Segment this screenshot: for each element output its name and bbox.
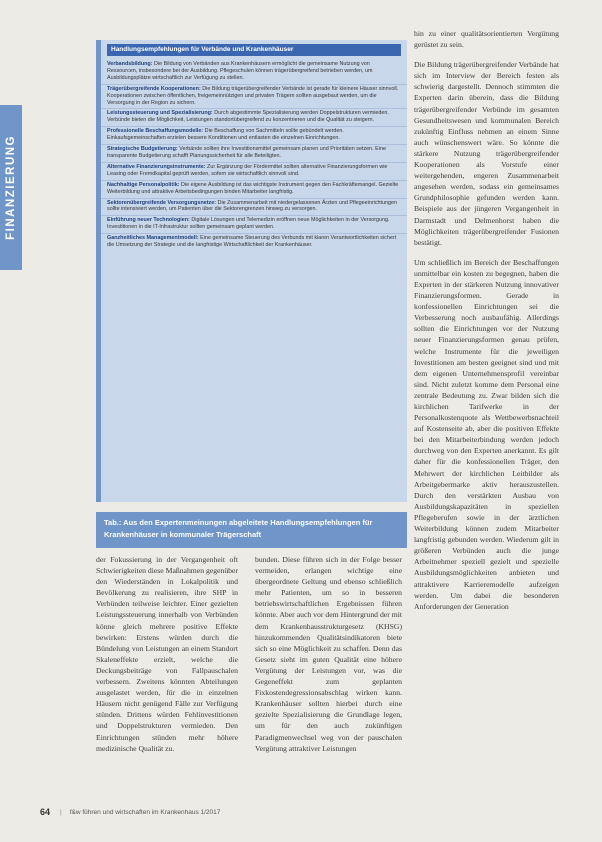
recommendation-label: Verbandsbildung:: [107, 61, 153, 67]
recommendation-item: [101, 233, 407, 251]
recommendation-text: Verbände sollten ihre Investitionsmittel gemeinsam planen und Prioritäten setzen. Eine transparente Budgetierung schafft Planungssicherheit für alle Beteiligten.: [107, 146, 386, 159]
recommendation-label: Trägerübergreifende Kooperationen:: [107, 85, 201, 92]
recommendations-box-title: Handlungsempfehlungen für Verbände und Krankenhäuser: [107, 44, 401, 56]
recommendation-text: Eine gemeinsame Steuerung des Verbunds mit klaren Verantwortlichkeiten sichert die Umsetzung der Strategie und die langfristige Wirtschaftlichkeit der Krankenhäuser.: [107, 235, 397, 249]
recommendation-text: Zur Ergänzung der Fördermittel sollten alternative Finanzierungsformen wie Leasing oder Fremdkapital geprüft werden, sofern sie wirtschaftlich sinnvoll sind.: [107, 163, 388, 177]
page-footer: [40, 806, 560, 818]
section-tab-label: FINANZIERUNG: [5, 135, 17, 240]
page-number: 64: [40, 807, 51, 817]
recommendation-label: Ganzheitliches Managementmodell:: [107, 235, 199, 242]
body-column-middle: [255, 554, 402, 754]
body-paragraph: der Fokussierung in der Vergangenheit oft Schwierigkeiten diese Maßnahmen gegenüber den Wiederständen in Lokalpolitik und Bevölkerung zu realisieren, ihre SHP in Verbünden teilweise leichter. Einer gezielten Leistungssteuerung innerhalb von Verbünden könne gleich mehrere positive Effekte bewirken: Erstens würden durch die Bündelung von Leistungen an einem Standort Skaleneffekte erzielt, welche die Deckungsbeiträge von Fallpauschalen verbessern. Zweitens könnten Abteilungen ausgelastet werden, für die in einzelnen Häusern nicht genügend Fälle zur Verfügung stünden. Drittens würden Fehlinvestitionen und Doppelstrukturen vermieden. Den Einrichtungen stünden mehr höhere medizinische Qualität zu.: [96, 555, 238, 753]
recommendation-text: Die Beschaffung von Sachmitteln sollte gebündelt werden. Einkaufsgemeinschaften erzielen bessere Konditionen und entlasten die einzelnen Einrichtungen.: [107, 128, 344, 142]
recommendation-item: [101, 144, 407, 162]
recommendation-item: [101, 60, 407, 84]
section-tab: [0, 105, 22, 270]
recommendation-label: Einführung neuer Technologien:: [107, 217, 190, 224]
body-column-right: [414, 28, 559, 621]
recommendation-text: Die Bildung trägerübergreifender Verbände ist gerade für kleinere Häuser sinnvoll. Kooperationen zwischen öffentlichen, freigemeinnützigen und privaten Trägern sollten ausgebaut werden, um die Versorgung in der Region zu sichern.: [107, 85, 399, 106]
body-paragraph: Die Bildung trägerübergreifender Verbände hat sich im Interview der Bereich festen als schwierig dargestellt. Dennoch stimmten die Experten darin überein, dass die Bildung trägerübergreifender Verbünde im gesamten Gesundheitswesen und kommunalen Bereich zukünftig Einfluss nehmen an einem Sinne auch wünschenswert wäre. So könnte die stärkere Nutzung trägerübergreifender Kooperationen als Vorstufe einer weitergehenden, engeren Zusammenarbeit angesehen werden, sodass ein gemeinsames Grundphilosophie gefunden werden kann. Beispiele aus der jüngeren Vergangenheit in Darmstadt und Delmenhorst haben die Möglichkeiten trägerübergreifender Fusionen bestätigt.: [414, 60, 559, 247]
recommendation-text: Durch abgestimmte Spezialisierung werden Doppelstrukturen vermieden. Verbünde bieten die Möglichkeit, Leistungen standortübergreifend zu konzentrieren und die Qualität zu steigern.: [107, 110, 389, 124]
recommendation-item: [101, 126, 407, 144]
recommendation-item: [101, 198, 407, 216]
recommendation-label: Strategische Budgetierung:: [107, 146, 178, 153]
footer-separator: |: [60, 808, 62, 816]
recommendation-label: Leistungssteuerung und Spezialisierung:: [107, 110, 213, 117]
recommendation-text: Digitale Lösungen und Telemedizin eröffnen neue Möglichkeiten in der Versorgung. Investitionen in die IT-Infrastruktur sollten gemeinsam geplant werden.: [107, 217, 390, 231]
body-paragraph: bunden. Diese führen sich in der Folge besser vermeiden, erlangen wichtige eine übergeordnete Geltung und ebenso schließlich mehr Patienten, um so in besseren betriebswirtschaftlichen Ergebnissen führen könnte. Aber auch vor dem Hintergrund der mit dem Krankenhausstrukturgesetz (KHSG) hinzukommenden Qualitätsindikatoren biete sich so eine Möglichkeit zu schaffen. Denn das Gesetz sieht im guten Qualität eine höhere Vergütung der Leistungen vor, was die Gegeneffekt zum geplanten Fixkostendegressionsabschlag wirken kann. Krankenhäuser sollten hierbei durch eine gezielte Spezialisierung die Grundlage legen, um für den auch zukünftigen Paradigmenwechsel weg von der pauschalen Vergütung attraktiver Leistungen: [255, 555, 402, 753]
recommendation-item: [101, 84, 407, 109]
recommendation-label: Sektorenübergreifende Versorgungsnetze:: [107, 199, 217, 206]
recommendation-label: Nachhaltige Personalpolitik:: [107, 181, 180, 188]
body-paragraph: hin zu einer qualitätsorientierten Vergütung gerüstet zu sein.: [414, 29, 559, 50]
recommendations-box: [96, 40, 407, 502]
body-paragraph: Um schließlich im Bereich der Beschaffungen unmittelbar ein kosten zu begegnen, haben die Experten in der stärkeren Nutzung innovativer Finanzierungsformen. Gerade in konfessionellen Einrichtungen sei die Verbesserung noch ausbaufähig. Allerdings sollten die Einrichtungen vor der Nutzung neuer Finanzierungsformen genau prüfen, welche Instrumente für die jeweiligen Investitionen am besten geeignet sind und mit dem eigenen Unternehmensprofil vereinbar sind. Nicht zuletzt komme dem Personal eine zentrale Bedeutung zu. Zwar bilden sich die kirchlichen Tarifwerke in der Personalkostenquote als Wettbewerbsnachteil auf Kostenseite ab, aber die positiven Effekte bei den Mitarbeiterbindung werden jedoch durchweg von den Experten anerkannt. Es gilt daher für die konfessionellen Träger, den Mehrwert der kirchlichen Leitbilder als Arbeitgebermarke aktiv herauszustellen. Durch den verstärkten Ausbau von Ausbildungskapazitäten in speziellen Pflegeberufen sowie in der ärztlichen Weiterbildung können zudem Mitarbeiter langfristig gebunden werden. Wiederum gilt in größeren Verbünden auch die junge Arbeitnehmer speziell gezielt und spezielle Ausbildungsmöglichkeiten anbieten und attraktivere Karrieremodelle aufzeigen werden. Um dabei die besonderen Anforderungen der Generation: [414, 257, 559, 611]
recommendations-list: [101, 60, 407, 251]
recommendation-text: Die Zusammenarbeit mit niedergelassenen Ärzten und Pflegeeinrichtungen sollte intensiviert werden, um Patienten über die Sektorengrenzen hinweg zu versorgen.: [107, 199, 398, 213]
recommendation-item: [101, 162, 407, 180]
body-column-left: [96, 554, 238, 754]
recommendation-label: Professionelle Beschaffungsmodelle:: [107, 128, 204, 135]
recommendation-text: Die Bildung von Verbänden aus Krankenhäusern ermöglicht die gemeinsame Nutzung von Ressourcen, insbesondere bei der Ausbildung. Pflegeschulen können trägerübergreifend betrieben werden, um Ausbildungsplätze wirtschaftlich zur Verfügung zu stellen.: [107, 61, 373, 81]
recommendation-item: [101, 108, 407, 126]
recommendation-item: [101, 180, 407, 198]
recommendation-text: Die eigene Ausbildung ist das wichtigste Instrument gegen den Fachkräftemangel. Gezielte Weiterbildung und attraktive Arbeitsbedingungen binden Mitarbeiter langfristig.: [107, 181, 399, 195]
table-caption: Tab.: Aus den Expertenmeinungen abgeleitete Handlungsempfehlungen für Krankenhäuser in kommunaler Trägerschaft: [96, 512, 407, 548]
recommendation-label: Alternative Finanzierungsinstrumente:: [107, 163, 206, 170]
recommendation-item: [101, 215, 407, 233]
publication-name: f&w führen und wirtschaften im Krankenhaus 1/2017: [69, 808, 221, 816]
